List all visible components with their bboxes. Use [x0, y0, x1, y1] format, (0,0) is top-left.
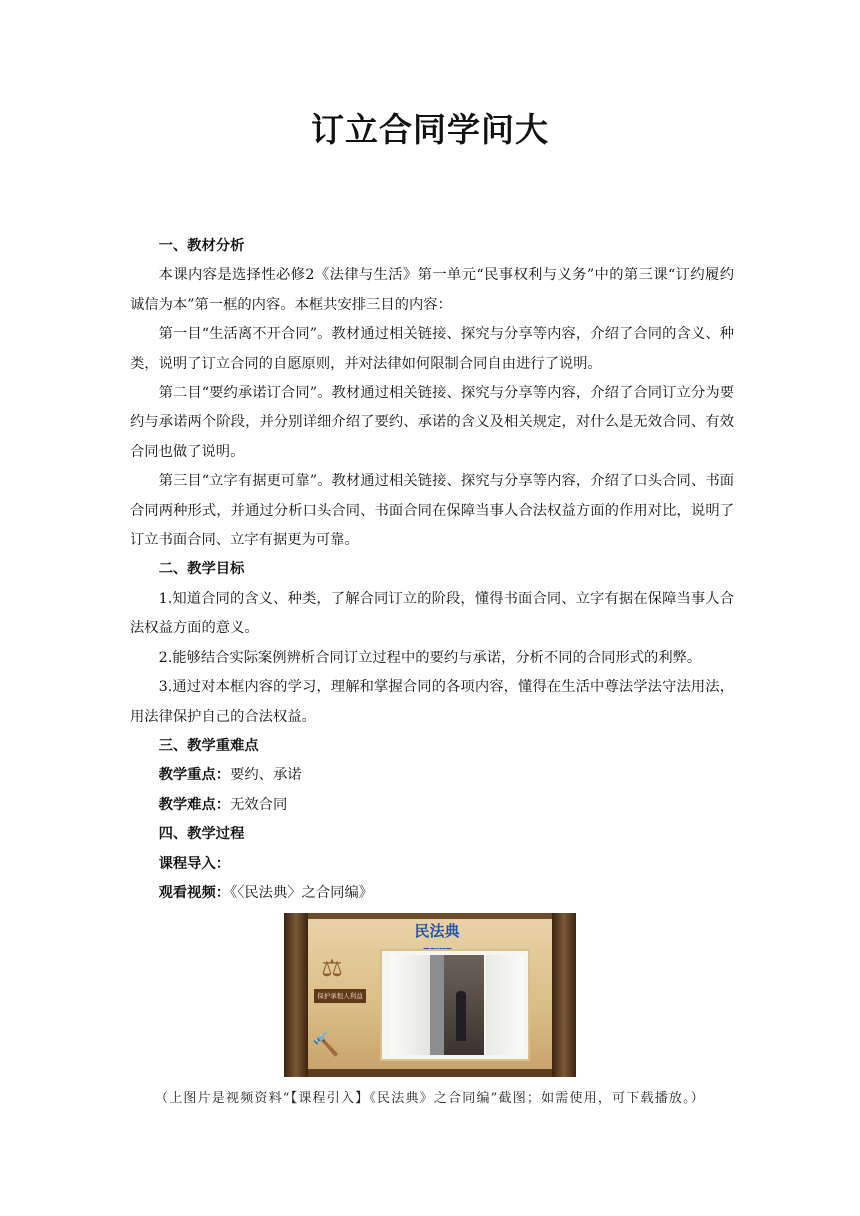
section-heading-textbook-analysis: 一、教材分析: [158, 238, 245, 254]
goal-item: 3.通过对本框内容的学习，理解和掌握合同的各项内容，懂得在生活中尊法学法守法用法，用法律保护自己的合法权益。: [130, 679, 734, 725]
key-point-label: 教学重点：: [158, 767, 231, 784]
video-line: [130, 879, 734, 908]
paragraph: 第二目“要约承诺订合同”。教材通过相关链接、探究与分享等内容，介绍了合同订立分为要约与承诺两个阶段，并分别详细介绍了要约、承诺的含义及相关规定，对什么是无效合同、有效合同也做了说明。: [130, 385, 734, 460]
difficulty-label: 教学难点：: [158, 796, 231, 813]
paragraph: 第一目“生活离不开合同”。教材通过相关链接、探究与分享等内容，介绍了合同的含义、种类，说明了订立合同的自愿原则，并对法律如何限制合同自由进行了说明。: [130, 326, 734, 372]
scene-right-door: [486, 955, 524, 1055]
difficulty-line: [130, 791, 734, 820]
document-body: [130, 232, 734, 908]
video-label: 观看视频：: [158, 884, 231, 901]
difficulty-value: 无效合同: [230, 796, 288, 813]
scroll-right-decoration: [552, 913, 576, 1077]
paragraph: 本课内容是选择性必修2《法律与生活》第一单元“民事权利与义务”中的第三课“订约履约 诚信为本”第一框的内容。本框共安排三目的内容：: [130, 267, 734, 313]
section-heading-teaching-goals: 二、教学目标: [158, 561, 245, 578]
goal-item: 1.知道合同的含义、种类，了解合同订立的阶段，懂得书面合同、立字有据在保障当事人合法权益方面的意义。: [130, 590, 734, 637]
scene-person: [456, 991, 466, 1041]
document-title: 订立合同学问大: [311, 110, 549, 149]
section-heading-teaching-process: 四、教学过程: [158, 826, 245, 843]
scales-of-justice-icon: ⚖: [321, 954, 343, 982]
key-point-value: 要约、承诺: [230, 767, 302, 784]
scene-pillar: [430, 955, 444, 1055]
course-intro-label: 课程导入：: [158, 855, 231, 872]
video-title: 《〈民法典〉之合同编》: [230, 884, 374, 901]
civil-code-logo: [402, 923, 472, 949]
key-point-line: [130, 761, 734, 790]
paragraph: 第三目“立字有据更可靠”。教材通过相关链接、探究与分享等内容，介绍了口头合同、书面合同两种形式，并通过分析口头合同、书面合同在保障当事人合法权益方面的作用对比，说明了订立书面合同、立字有据更为可靠。: [130, 473, 734, 549]
video-scene: [380, 949, 530, 1061]
gavel-icon: 🔨: [312, 1033, 340, 1058]
logo-main-text: 民法典: [414, 922, 460, 940]
goal-item: 2.能够结合实际案例辨析合同订立过程中的要约与承诺，分析不同的合同形式的利弊。: [158, 649, 702, 666]
figure-caption: （上图片是视频资料“【课程引入】《民法典》之合同编”截图；如需使用，可下载播放。）: [155, 1091, 705, 1106]
scene-left-door: [390, 955, 431, 1055]
video-side-caption: 保护承租人利益: [314, 989, 366, 1003]
video-screenshot: [284, 913, 576, 1077]
scroll-left-decoration: [284, 913, 308, 1077]
course-intro-line: [130, 850, 734, 879]
section-heading-key-points: 三、教学重难点: [158, 737, 259, 754]
